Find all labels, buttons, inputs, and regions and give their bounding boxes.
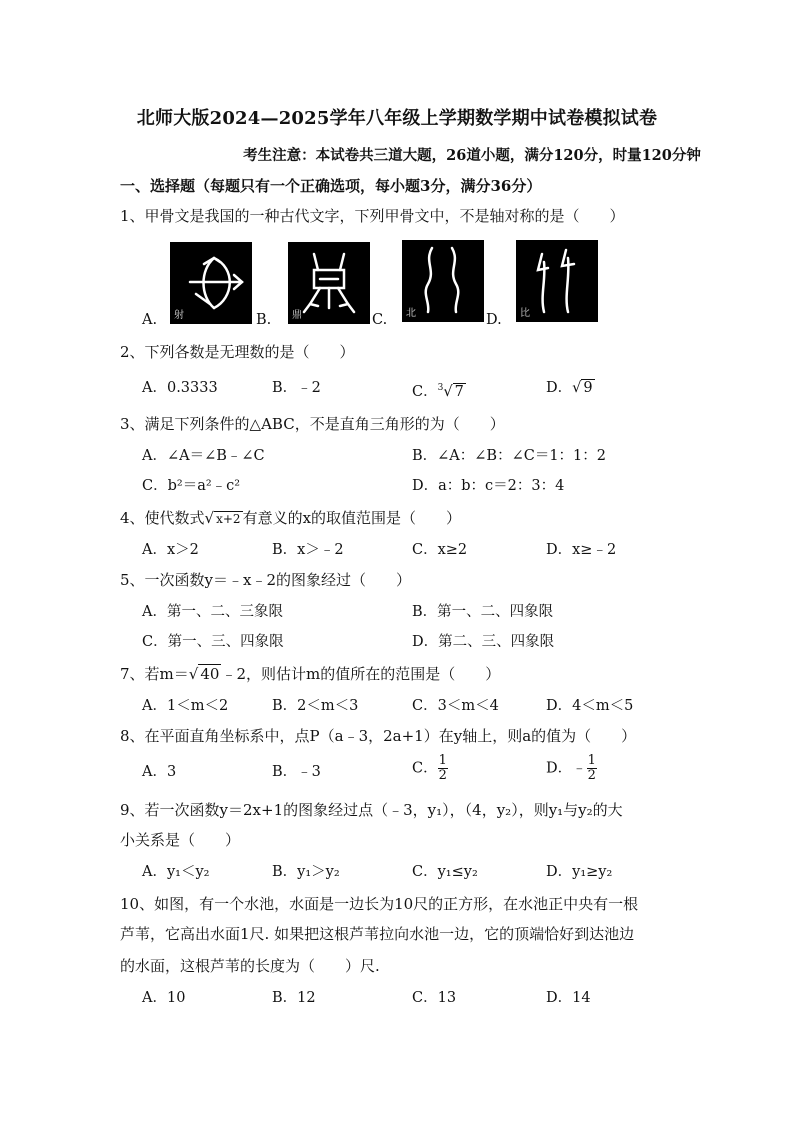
radicand: 9 [583, 380, 593, 396]
q2-option-d-label: D． [546, 380, 573, 396]
oracle-glyph-bi-image [516, 240, 598, 322]
q3-option-a[interactable]: A．∠A＝∠B﹣∠C [142, 448, 265, 464]
fraction-denominator: 2 [587, 768, 596, 783]
q2-option-c-label: C． [412, 383, 438, 400]
q8-option-c-label: C． [412, 760, 438, 777]
question-1-stem: 1、甲骨文是我国的一种古代文字，下列甲骨文中，不是轴对称的是（ ） [120, 207, 625, 225]
q7-option-c[interactable]: C．3＜m＜4 [412, 698, 499, 714]
question-10-stem-line2: 芦苇，它高出水面1尺. 如果把这根芦苇拉向水池一边，它的顶端恰好到达池边 [120, 925, 635, 943]
q9-option-d[interactable]: D．y₁≥y₂ [546, 864, 613, 880]
q2-option-c[interactable]: C．$^3$√ 7 [412, 383, 464, 400]
q1-option-a[interactable]: A. [142, 312, 158, 328]
q5-option-a[interactable]: A．第一、二、三象限 [142, 604, 283, 620]
q1-option-c[interactable]: C. [372, 312, 388, 328]
oracle-glyph-ding-image [288, 242, 370, 324]
q10-option-d[interactable]: D．14 [546, 990, 591, 1006]
question-8-stem: 8、在平面直角坐标系中，点P（a﹣3，2a+1）在y轴上，则a的值为（ ） [120, 727, 637, 745]
glyph-caption: 鼎 [292, 310, 302, 321]
q2-option-a[interactable]: A．0.3333 [142, 380, 218, 396]
radicand: 40 [200, 665, 220, 683]
question-7-stem: 7、若m＝√ 40 ﹣2，则估计m的值所在的范围是（ ） [120, 665, 501, 683]
q10-option-c[interactable]: C．13 [412, 990, 457, 1006]
q7-option-d[interactable]: D．4＜m＜5 [546, 698, 634, 714]
q4-option-c[interactable]: C．x≥2 [412, 542, 468, 558]
fraction-numerator: 1 [438, 753, 447, 768]
question-9-stem-line2: 小关系是（ ） [120, 831, 241, 849]
q10-option-b[interactable]: B．12 [272, 990, 316, 1006]
cube-root-index: 3 [437, 383, 444, 393]
question-10-stem-line3: 的水面，这根芦苇的长度为（ ）尺. [120, 957, 380, 975]
question-4-stem: 4、使代数式√ x+2 有意义的x的取值范围是（ ） [120, 509, 462, 527]
q2-option-b[interactable]: B．﹣2 [272, 380, 321, 396]
q4-option-d[interactable]: D．x≥﹣2 [546, 542, 617, 558]
q1-option-b[interactable]: B. [256, 312, 272, 328]
q1-option-d[interactable]: D. [486, 312, 502, 328]
q5-option-c[interactable]: C．第一、三、四象限 [142, 634, 284, 650]
oracle-glyph-she-image [170, 242, 252, 324]
q7-option-b[interactable]: B．2＜m＜3 [272, 698, 359, 714]
question-9-stem-line1: 9、若一次函数y＝2x+1的图象经过点（﹣3，y₁），（4，y₂），则y₁与y₂的大 [120, 801, 623, 819]
radicand: 7 [454, 383, 464, 400]
question-5-stem: 5、一次函数y＝﹣x﹣2的图象经过（ ） [120, 571, 412, 589]
glyph-caption: 射 [174, 310, 184, 321]
oracle-glyph-bei-image [402, 240, 484, 322]
question-3-stem: 3、满足下列条件的△ABC，不是直角三角形的为（ ） [120, 415, 505, 433]
question-2-stem: 2、下列各数是无理数的是（ ） [120, 343, 355, 361]
fraction [587, 754, 597, 783]
q8-option-d[interactable] [546, 754, 597, 783]
radicand: x+2 [216, 512, 241, 526]
q4-option-b[interactable]: B．x＞﹣2 [272, 542, 344, 558]
q3-option-c[interactable]: C．b²＝a²﹣c² [142, 478, 241, 494]
q8-option-c[interactable] [412, 754, 448, 783]
q8-option-a[interactable]: A．3 [142, 764, 177, 780]
fraction-denominator: 2 [438, 768, 447, 783]
q5-option-d[interactable]: D．第二、三、四象限 [412, 634, 555, 650]
q9-option-c[interactable]: C．y₁≤y₂ [412, 864, 478, 880]
q7-option-a[interactable]: A．1＜m＜2 [142, 698, 229, 714]
page-title: 北师大版2024—2025学年八年级上学期数学期中试卷模拟试卷 [136, 108, 658, 129]
q10-option-a[interactable]: A．10 [142, 990, 186, 1006]
exam-notice-text: 考生注意：本试卷共三道大题，26道小题，满分120分，时量120分钟 [243, 147, 701, 164]
q5-option-b[interactable]: B．第一、二、四象限 [412, 604, 554, 620]
q9-option-b[interactable]: B．y₁＞y₂ [272, 864, 340, 880]
q2-option-d[interactable]: D．√ 9 [546, 380, 593, 396]
q3-option-d[interactable]: D．a：b：c＝2：3：4 [412, 478, 565, 494]
glyph-caption: 比 [520, 308, 530, 319]
q7-stem-pre: 7、若m＝ [120, 665, 189, 683]
q8-option-b[interactable]: B．﹣3 [272, 764, 321, 780]
fraction-numerator: 1 [587, 753, 596, 768]
section-heading: 一、选择题（每题只有一个正确选项，每小题3分，满分36分） [120, 177, 542, 195]
q4-stem-pre: 4、使代数式 [120, 509, 205, 527]
q7-stem-post: ﹣2，则估计m的值所在的范围是（ ） [221, 665, 501, 683]
q4-option-a[interactable]: A．x＞2 [142, 542, 199, 558]
q9-option-a[interactable]: A．y₁＜y₂ [142, 864, 210, 880]
q8-option-d-label: D．﹣ [546, 760, 587, 777]
glyph-caption: 北 [406, 308, 416, 319]
exam-notice [0, 144, 794, 165]
question-10-stem-line1: 10、如图，有一个水池，水面是一边长为10尺的正方形，在水池正中央有一根 [120, 895, 639, 913]
fraction [438, 754, 448, 783]
q3-option-b[interactable]: B．∠A：∠B：∠C＝1：1：2 [412, 448, 607, 464]
q4-stem-post: 有意义的x的取值范围是（ ） [242, 509, 462, 527]
